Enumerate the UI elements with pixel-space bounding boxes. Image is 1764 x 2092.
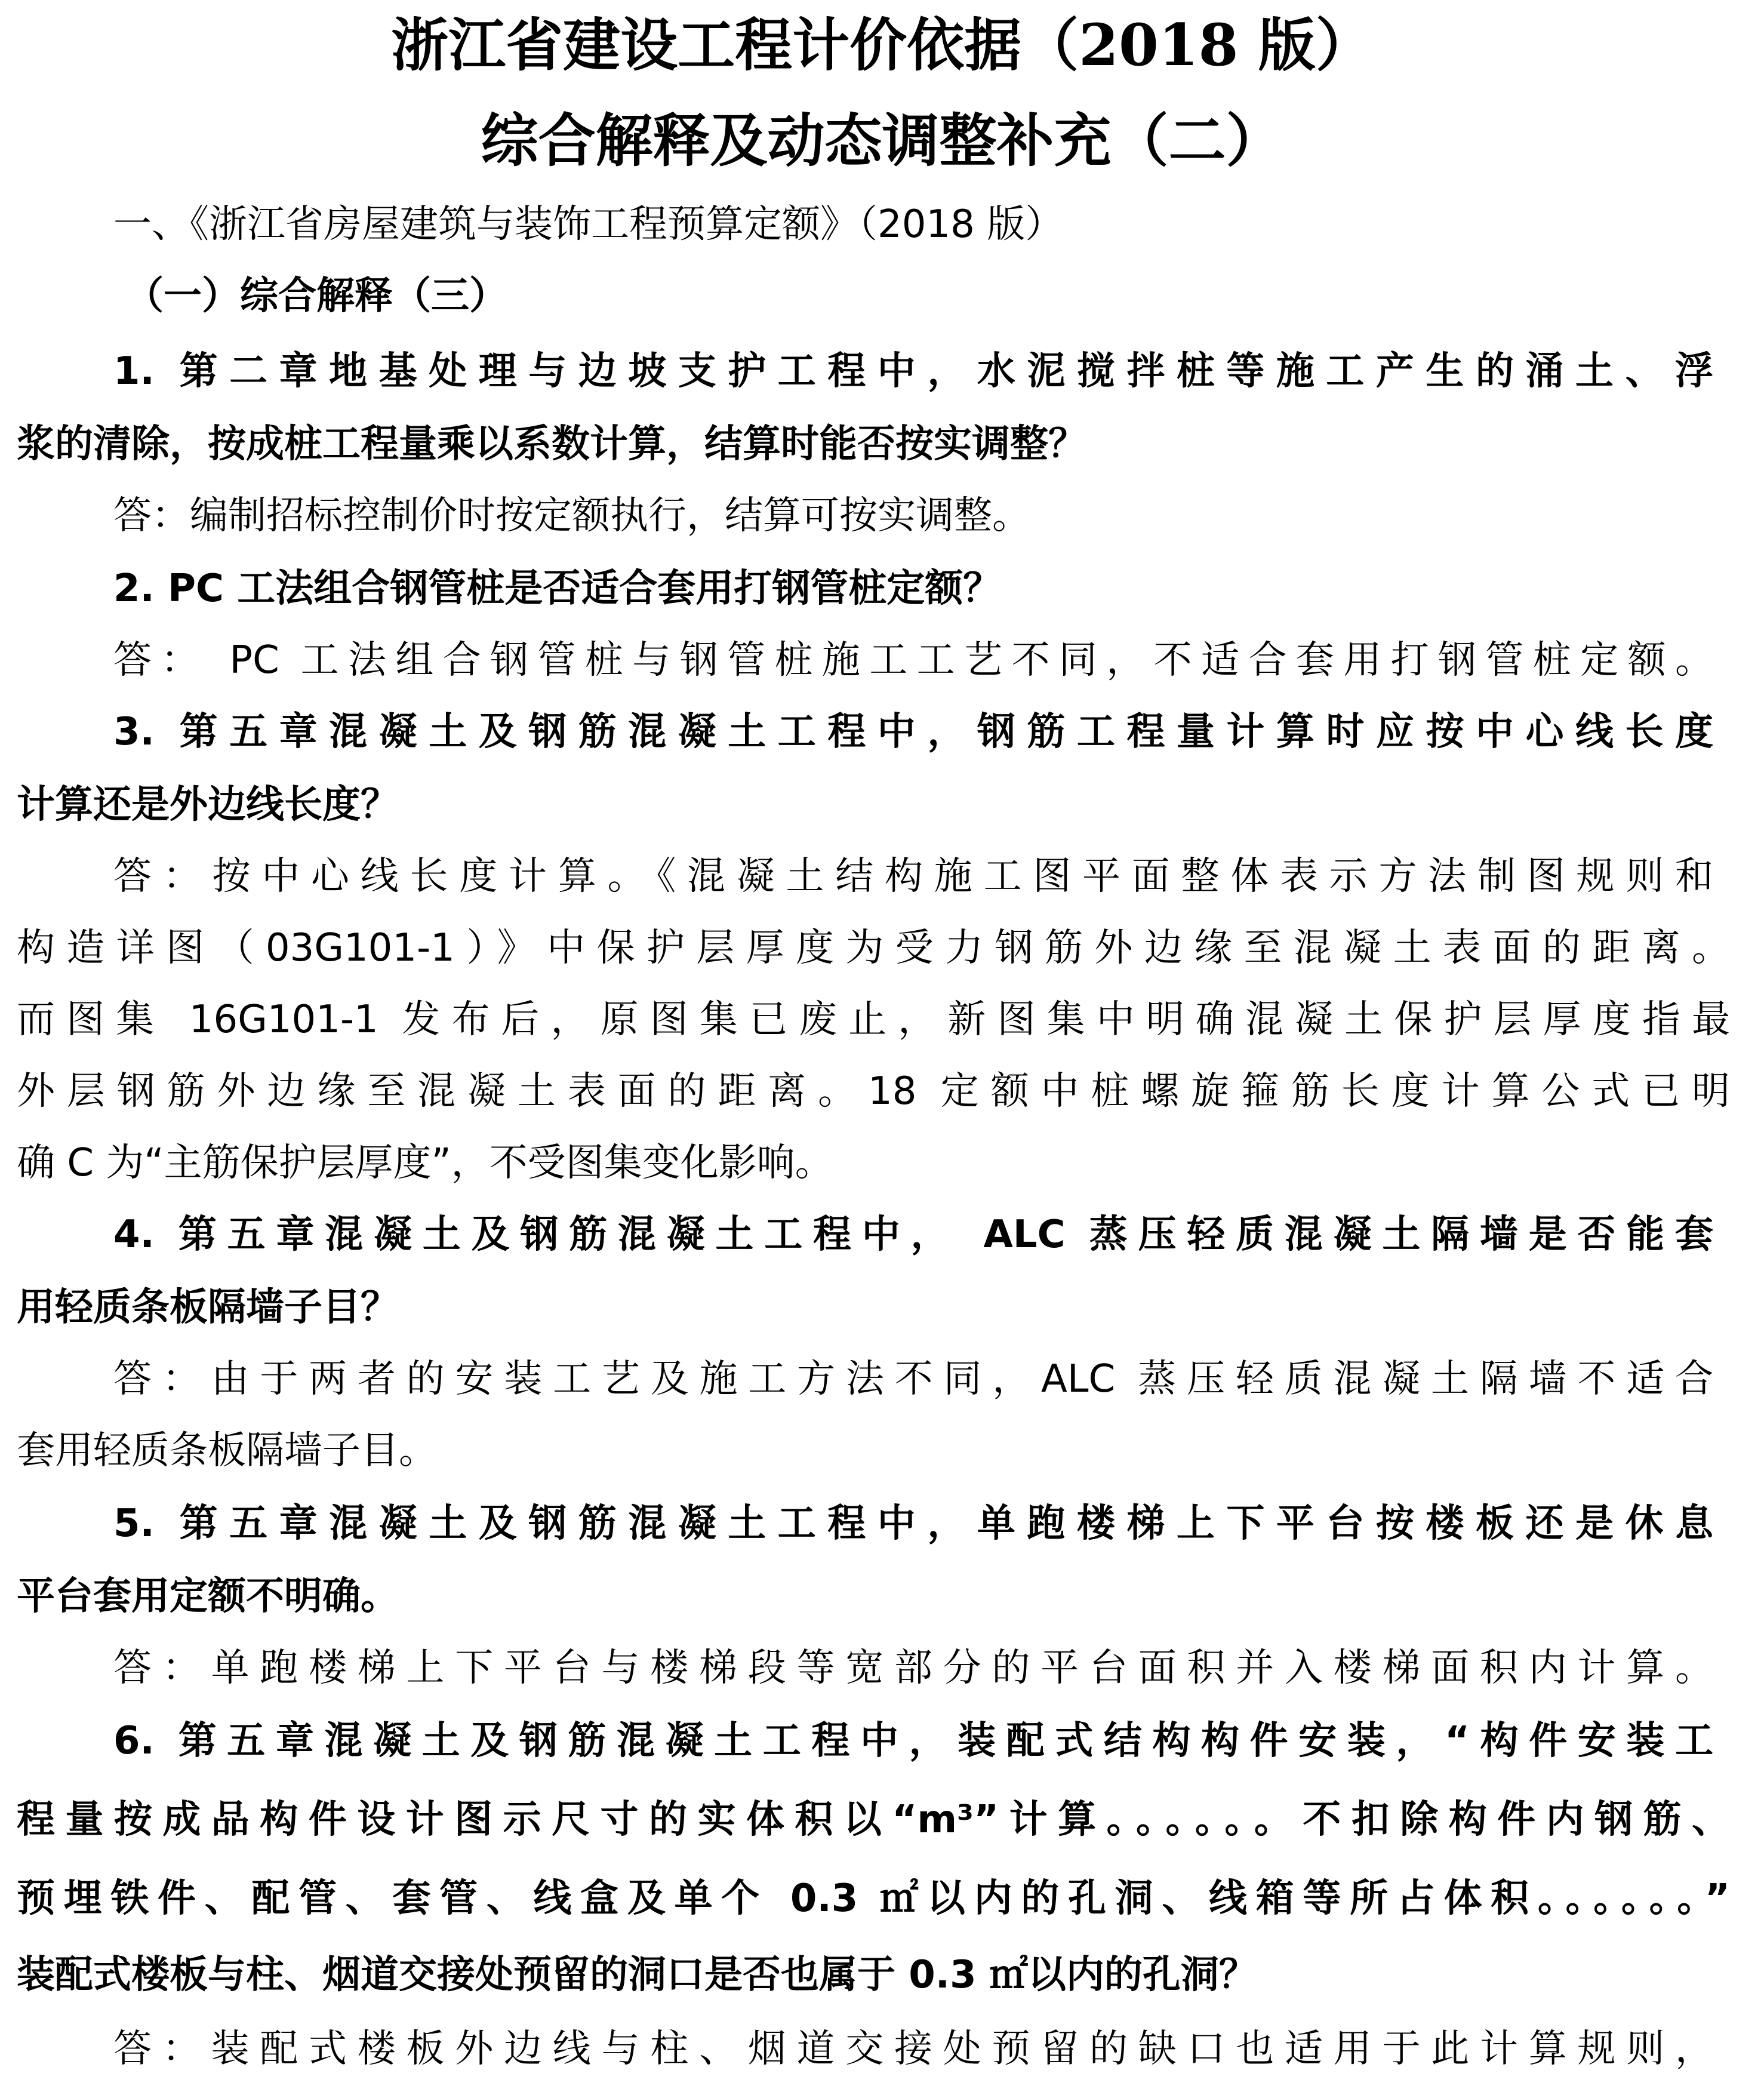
answer-6-line-1: 答：装配式楼板外边线与柱、烟道交接处预留的缺口也适用于此计算规则， [113, 2027, 1713, 2071]
question-1-line-2: 浆的清除，按成桩工程量乘以系数计算，结算时能否按实调整？ [17, 422, 1086, 466]
answer-3-line-1: 答：按中心线长度计算。《混凝土结构施工图平面整体表示方法制图规则和 [113, 854, 1713, 899]
question-2: 2. PC 工法组合钢管桩是否适合套用打钢管桩定额？ [113, 567, 1002, 611]
answer-3-line-3: 而图集 16G101-1 发布后，原图集已废止，新图集中明确混凝土保护层厚度指最 [17, 998, 1730, 1042]
question-4-line-1: 4. 第五章混凝土及钢筋混凝土工程中， ALC 蒸压轻质混凝土隔墙是否能套 [113, 1213, 1713, 1257]
answer-3-line-2: 构造详图（03G101-1）》中保护层厚度为受力钢筋外边缘至混凝土表面的距离。 [17, 926, 1730, 970]
question-6-line-2: 程量按成品构件设计图示尺寸的实体积以“m³”计算。。。。。。不扣除构件内钢筋、 [17, 1798, 1730, 1842]
question-6-line-1: 6. 第五章混凝土及钢筋混凝土工程中，装配式结构构件安装，“构件安装工 [113, 1719, 1713, 1763]
question-1-line-1: 1. 第二章地基处理与边坡支护工程中，水泥搅拌桩等施工产生的涌土、浮 [113, 349, 1713, 393]
subsection-heading: （一）综合解释（三） [125, 274, 507, 318]
answer-4-line-2: 套用轻质条板隔墙子目。 [17, 1429, 437, 1473]
answer-5: 答：单跑楼梯上下平台与楼梯段等宽部分的平台面积并入楼梯面积内计算。 [113, 1646, 1713, 1690]
answer-3-line-4: 外层钢筋外边缘至混凝土表面的距离。18 定额中桩螺旋箍筋长度计算公式已明 [17, 1069, 1730, 1113]
answer-2: 答： PC 工法组合钢管桩与钢管桩施工工艺不同，不适合套用打钢管桩定额。 [113, 638, 1713, 682]
question-5-line-2: 平台套用定额不明确。 [17, 1574, 399, 1619]
document-title-line-1: 浙江省建设工程计价依据（2018 版） [391, 11, 1373, 79]
answer-1: 答：编制招标控制价时按定额执行，结算可按实调整。 [113, 494, 1030, 538]
question-3-line-2: 计算还是外边线长度？ [17, 783, 399, 827]
answer-3-line-5: 确 C 为“主筋保护层厚度”，不受图集变化影响。 [17, 1141, 833, 1185]
question-6-line-3: 预埋铁件、配管、套管、线盒及单个 0.3 ㎡以内的孔洞、线箱等所占体积。。。。。。” [17, 1876, 1730, 1921]
document-title-line-2: 综合解释及动态调整补充（二） [481, 107, 1283, 174]
question-6-line-4: 装配式楼板与柱、烟道交接处预留的洞口是否也属于 0.3 ㎡以内的孔洞？ [17, 1953, 1257, 1997]
section-heading: 一、《浙江省房屋建筑与装饰工程预算定额》（2018 版） [113, 202, 1064, 247]
question-3-line-1: 3. 第五章混凝土及钢筋混凝土工程中，钢筋工程量计算时应按中心线长度 [113, 710, 1713, 754]
question-4-line-2: 用轻质条板隔墙子目？ [17, 1285, 399, 1330]
question-5-line-1: 5. 第五章混凝土及钢筋混凝土工程中，单跑楼梯上下平台按楼板还是休息 [113, 1502, 1713, 1546]
answer-4-line-1: 答：由于两者的安装工艺及施工方法不同，ALC 蒸压轻质混凝土隔墙不适合 [113, 1357, 1713, 1401]
